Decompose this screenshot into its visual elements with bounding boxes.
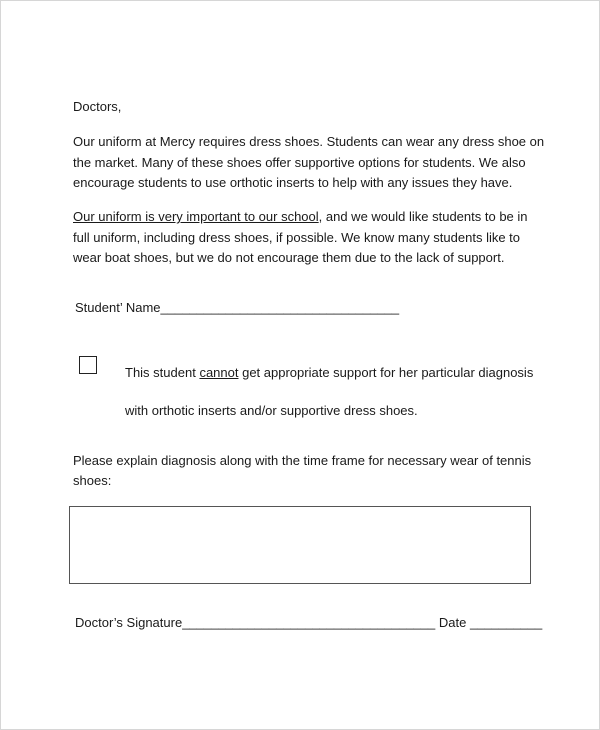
diagnosis-text-box[interactable] — [69, 506, 531, 584]
doctor-signature-blank[interactable]: ___________________________________ — [182, 615, 436, 630]
paragraph-line: encourage students to use orthotic inserts to help with any issues they have. — [73, 175, 513, 190]
student-name-field[interactable] — [75, 298, 399, 318]
checkbox-text-after: get appropriate support for her particular diagnosis — [238, 365, 534, 380]
student-name-blank[interactable]: _________________________________ — [160, 300, 400, 315]
signature-date-row — [75, 613, 542, 633]
paragraph-uniform-policy — [73, 132, 543, 194]
paragraph-line: wear boat shoes, but we do not encourage them due to the lack of support. — [73, 250, 505, 265]
explain-instruction: Please explain diagnosis along with the time frame for necessary wear of tennis — [73, 453, 532, 468]
date-label: Date — [435, 615, 470, 630]
checkbox-statement-line2: with orthotic inserts and/or supportive dress shoes. — [125, 403, 418, 418]
paragraph-line: Our uniform at Mercy requires dress shoes. Students can wear any dress shoe on — [73, 134, 545, 149]
cannot-support-checkbox[interactable] — [79, 356, 97, 374]
paragraph-line — [73, 207, 543, 228]
doctor-signature-label: Doctor’s Signature — [75, 615, 183, 630]
salutation: Doctors, — [73, 99, 122, 114]
explain-instruction-line2: shoes: — [73, 473, 112, 488]
paragraph-line: full uniform, including dress shoes, if possible. We know many students like to — [73, 229, 521, 245]
student-name-label: Student’ Name — [75, 300, 161, 315]
checkbox-statement — [125, 363, 533, 383]
checkbox-text-emphasis: cannot — [199, 365, 239, 380]
paragraph-line: the market. Many of these shoes offer supportive options for students. We also — [73, 154, 526, 170]
paragraph-line-rest: , and we would like students to be in — [318, 209, 528, 224]
underlined-phrase: Our uniform is very important to our school — [73, 209, 319, 224]
paragraph-uniform-importance — [73, 207, 543, 269]
date-blank[interactable]: __________ — [469, 615, 543, 630]
checkbox-text-before: This student — [125, 365, 200, 380]
